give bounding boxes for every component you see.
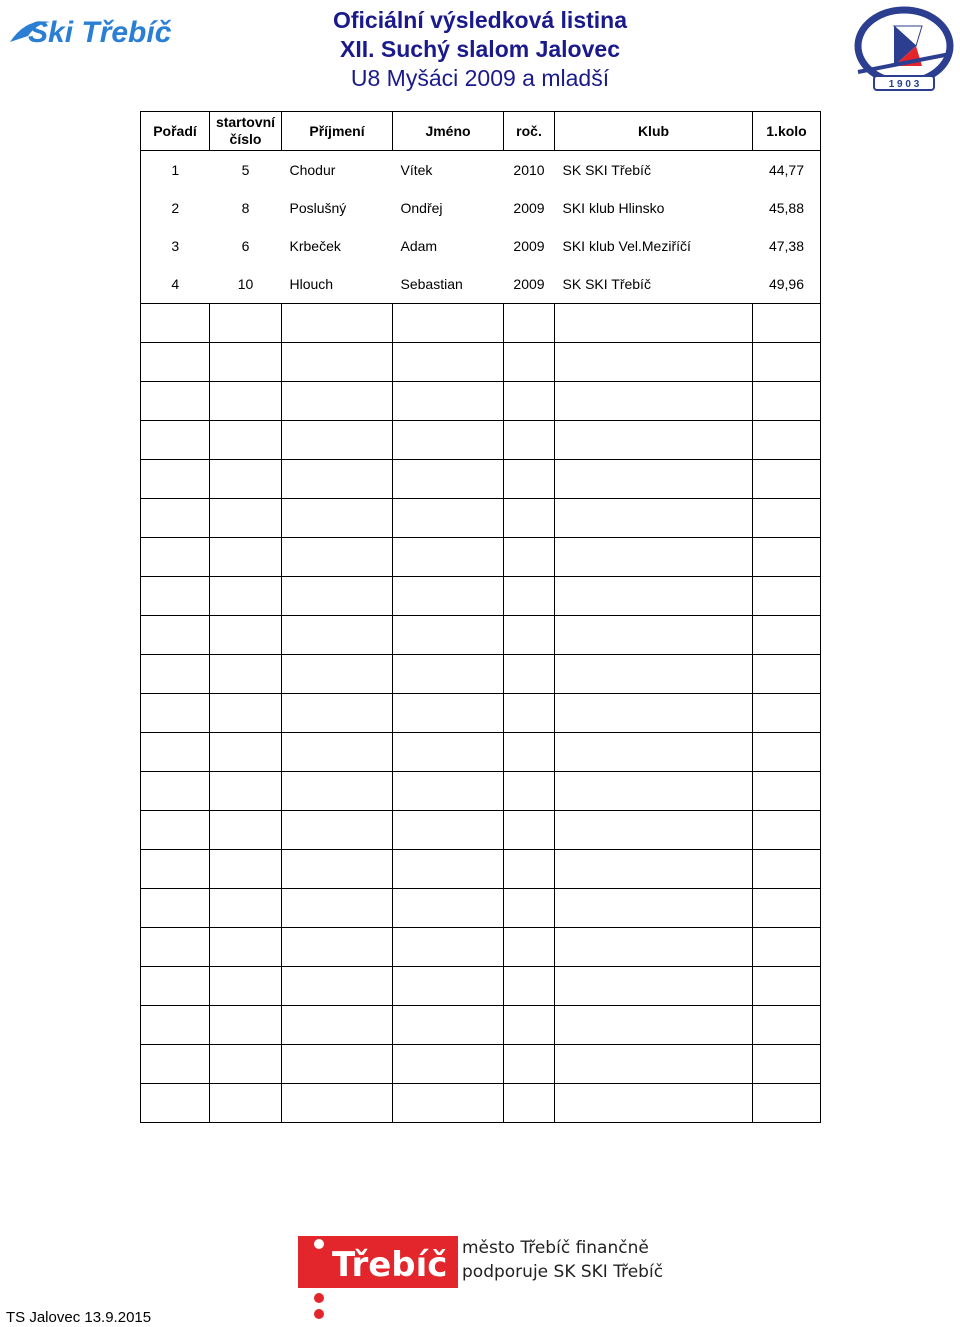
col-header-rank: Pořadí	[141, 112, 210, 151]
empty-cell	[282, 967, 393, 1006]
empty-cell	[504, 499, 555, 538]
empty-cell	[753, 967, 821, 1006]
empty-cell	[393, 499, 504, 538]
empty-cell	[753, 811, 821, 850]
empty-cell	[504, 772, 555, 811]
table-row-empty	[141, 1006, 821, 1045]
cell-run1: 45,88	[753, 189, 821, 227]
empty-cell	[282, 616, 393, 655]
empty-cell	[282, 421, 393, 460]
empty-cell	[753, 616, 821, 655]
empty-cell	[141, 850, 210, 889]
empty-cell	[210, 460, 282, 499]
empty-cell	[504, 694, 555, 733]
empty-cell	[555, 811, 753, 850]
sponsor-line2: podporuje SK SKI Třebíč	[462, 1262, 664, 1282]
empty-cell	[555, 733, 753, 772]
empty-cell	[753, 733, 821, 772]
cell-club: SK SKI Třebíč	[562, 276, 651, 292]
page-title: Oficiální výsledková listina	[332, 7, 627, 33]
empty-cell	[282, 1084, 393, 1123]
empty-cell	[210, 616, 282, 655]
empty-cell	[555, 694, 753, 733]
empty-cell	[393, 772, 504, 811]
table-row-empty	[141, 967, 821, 1006]
empty-cell	[504, 304, 555, 343]
emblem-year: 1 9 0 3	[888, 79, 920, 90]
empty-cell	[393, 733, 504, 772]
empty-cell	[282, 460, 393, 499]
empty-cell	[393, 694, 504, 733]
empty-cell	[282, 655, 393, 694]
empty-cell	[393, 1045, 504, 1084]
empty-cell	[393, 382, 504, 421]
empty-cell	[282, 1045, 393, 1084]
empty-cell	[210, 928, 282, 967]
empty-cell	[393, 928, 504, 967]
empty-cell	[555, 343, 753, 382]
empty-cell	[141, 382, 210, 421]
empty-cell	[210, 694, 282, 733]
empty-cell	[210, 1006, 282, 1045]
slcr-emblem-logo	[854, 6, 954, 92]
cell-year: 2009	[513, 200, 545, 216]
empty-cell	[282, 928, 393, 967]
empty-cell	[504, 1006, 555, 1045]
table-row-empty	[141, 499, 821, 538]
table-row-empty	[141, 772, 821, 811]
cell-year: 2010	[513, 162, 545, 178]
table-row-empty	[141, 889, 821, 928]
empty-cell	[210, 1045, 282, 1084]
cell-club: SKI klub Hlinsko	[562, 200, 665, 216]
empty-cell	[210, 1084, 282, 1123]
empty-cell	[210, 499, 282, 538]
empty-cell	[555, 1006, 753, 1045]
empty-cell	[141, 694, 210, 733]
col-header-club: Klub	[555, 112, 753, 151]
empty-cell	[141, 616, 210, 655]
cell-name: Sebastian	[400, 276, 463, 292]
empty-cell	[141, 928, 210, 967]
empty-cell	[504, 733, 555, 772]
empty-cell	[753, 499, 821, 538]
empty-cell	[141, 811, 210, 850]
empty-cell	[210, 967, 282, 1006]
empty-cell	[393, 421, 504, 460]
empty-cell	[210, 577, 282, 616]
empty-cell	[141, 460, 210, 499]
empty-cell	[504, 889, 555, 928]
empty-cell	[555, 928, 753, 967]
empty-cell	[555, 655, 753, 694]
empty-cell	[504, 343, 555, 382]
empty-cell	[282, 1006, 393, 1045]
empty-cell	[504, 538, 555, 577]
empty-cell	[555, 382, 753, 421]
table-row	[141, 265, 821, 304]
empty-cell	[555, 1045, 753, 1084]
table-row-empty	[141, 928, 821, 967]
empty-cell	[141, 772, 210, 811]
table-row-empty	[141, 1084, 821, 1123]
empty-cell	[555, 1084, 753, 1123]
cell-bib: 8	[241, 200, 250, 216]
empty-cell	[504, 1084, 555, 1123]
empty-cell	[141, 889, 210, 928]
empty-cell	[393, 577, 504, 616]
empty-cell	[282, 811, 393, 850]
table-row	[141, 189, 821, 227]
empty-cell	[141, 1084, 210, 1123]
table-row-empty	[141, 577, 821, 616]
empty-cell	[282, 499, 393, 538]
table-row-empty	[141, 733, 821, 772]
cell-surname: Poslušný	[289, 200, 347, 216]
empty-cell	[555, 616, 753, 655]
sponsor-line1: město Třebíč finančně	[462, 1238, 649, 1258]
col-header-bib-line2: číslo	[229, 131, 262, 147]
cell-run1: 44,77	[753, 151, 821, 190]
empty-cell	[393, 460, 504, 499]
empty-cell	[393, 1006, 504, 1045]
sponsor-message	[462, 1236, 663, 1284]
footer-text: TS Jalovec 13.9.2015	[6, 1309, 152, 1326]
empty-cell	[753, 1084, 821, 1123]
empty-cell	[141, 967, 210, 1006]
empty-cell	[141, 538, 210, 577]
cell-run1: 47,38	[753, 227, 821, 265]
table-row	[141, 227, 821, 265]
empty-cell	[504, 928, 555, 967]
table-row-empty	[141, 538, 821, 577]
empty-cell	[393, 538, 504, 577]
empty-cell	[282, 577, 393, 616]
empty-cell	[210, 655, 282, 694]
empty-cell	[555, 967, 753, 1006]
empty-cell	[282, 343, 393, 382]
empty-cell	[753, 382, 821, 421]
empty-cell	[282, 694, 393, 733]
empty-cell	[504, 967, 555, 1006]
header-titles	[250, 6, 710, 93]
table-header-row	[141, 112, 821, 151]
cell-bib: 6	[241, 238, 250, 254]
table-row-empty	[141, 616, 821, 655]
results-table	[140, 111, 821, 1123]
empty-cell	[282, 889, 393, 928]
category-title: U8 Myšáci 2009 a mladší	[350, 65, 610, 91]
empty-cell	[393, 850, 504, 889]
cell-name: Adam	[400, 238, 438, 254]
table-row-empty	[141, 304, 821, 343]
empty-cell	[393, 967, 504, 1006]
cell-rank: 2	[141, 189, 210, 227]
cell-bib: 10	[237, 276, 254, 292]
ski-trebic-logo	[6, 8, 172, 52]
empty-cell	[282, 538, 393, 577]
empty-cell	[753, 889, 821, 928]
cell-run1: 49,96	[753, 265, 821, 304]
empty-cell	[753, 928, 821, 967]
empty-cell	[210, 304, 282, 343]
col-header-bib	[210, 112, 282, 151]
empty-cell	[141, 421, 210, 460]
logo-left-text: Ski Třebíč	[28, 16, 172, 49]
empty-cell	[210, 343, 282, 382]
empty-cell	[282, 733, 393, 772]
sponsor-logo-text: Třebíč	[332, 1245, 448, 1285]
empty-cell	[753, 1006, 821, 1045]
cell-surname: Chodur	[289, 162, 336, 178]
empty-cell	[753, 772, 821, 811]
empty-cell	[141, 1045, 210, 1084]
empty-cell	[393, 616, 504, 655]
empty-cell	[393, 304, 504, 343]
cell-surname: Krbeček	[289, 238, 341, 254]
empty-cell	[282, 850, 393, 889]
col-header-bib-line1: startovní	[215, 114, 276, 130]
empty-cell	[504, 811, 555, 850]
table-row-empty	[141, 382, 821, 421]
empty-cell	[504, 616, 555, 655]
table-row-empty	[141, 1045, 821, 1084]
empty-cell	[555, 772, 753, 811]
empty-cell	[555, 499, 753, 538]
cell-bib: 5	[241, 162, 250, 178]
empty-cell	[282, 772, 393, 811]
empty-cell	[753, 694, 821, 733]
empty-cell	[753, 538, 821, 577]
empty-cell	[555, 889, 753, 928]
empty-cell	[393, 811, 504, 850]
cell-name: Ondřej	[400, 200, 443, 216]
empty-cell	[504, 850, 555, 889]
empty-cell	[753, 655, 821, 694]
cell-club: SKI klub Vel.Meziříčí	[562, 238, 691, 254]
empty-cell	[141, 343, 210, 382]
empty-cell	[210, 811, 282, 850]
cell-surname: Hlouch	[289, 276, 334, 292]
col-header-year: roč.	[504, 112, 555, 151]
cell-rank: 3	[141, 227, 210, 265]
empty-cell	[555, 850, 753, 889]
empty-cell	[210, 421, 282, 460]
empty-cell	[393, 343, 504, 382]
table-row-empty	[141, 694, 821, 733]
col-header-run1: 1.kolo	[753, 112, 821, 151]
empty-cell	[210, 889, 282, 928]
empty-cell	[210, 850, 282, 889]
empty-cell	[555, 577, 753, 616]
empty-cell	[210, 772, 282, 811]
empty-cell	[504, 1045, 555, 1084]
cell-club: SK SKI Třebíč	[562, 162, 651, 178]
empty-cell	[753, 850, 821, 889]
col-header-name: Jméno	[393, 112, 504, 151]
empty-cell	[504, 655, 555, 694]
table-row-empty	[141, 811, 821, 850]
cell-rank: 1	[141, 151, 210, 190]
empty-cell	[555, 538, 753, 577]
empty-cell	[393, 655, 504, 694]
empty-cell	[504, 421, 555, 460]
empty-cell	[141, 304, 210, 343]
empty-cell	[555, 304, 753, 343]
cell-rank: 4	[141, 265, 210, 304]
empty-cell	[141, 733, 210, 772]
empty-cell	[141, 577, 210, 616]
empty-cell	[393, 1084, 504, 1123]
table-row-empty	[141, 421, 821, 460]
empty-cell	[753, 421, 821, 460]
table-row-empty	[141, 850, 821, 889]
event-title: XII. Suchý slalom Jalovec	[340, 36, 620, 62]
empty-cell	[141, 655, 210, 694]
empty-cell	[753, 343, 821, 382]
empty-cell	[210, 733, 282, 772]
empty-cell	[210, 382, 282, 421]
empty-cell	[141, 1006, 210, 1045]
cell-name: Vítek	[400, 162, 433, 178]
empty-cell	[753, 577, 821, 616]
empty-cell	[282, 304, 393, 343]
empty-cell	[393, 889, 504, 928]
empty-cell	[555, 460, 753, 499]
empty-cell	[555, 421, 753, 460]
empty-cell	[210, 538, 282, 577]
cell-year: 2009	[513, 238, 545, 254]
empty-cell	[753, 304, 821, 343]
empty-cell	[504, 460, 555, 499]
empty-cell	[141, 499, 210, 538]
empty-cell	[282, 382, 393, 421]
table-row-empty	[141, 460, 821, 499]
col-header-surname: Příjmení	[282, 112, 393, 151]
table-row-empty	[141, 655, 821, 694]
empty-cell	[753, 1045, 821, 1084]
empty-cell	[753, 460, 821, 499]
table-row-empty	[141, 343, 821, 382]
table-row	[141, 151, 821, 190]
empty-cell	[504, 382, 555, 421]
cell-year: 2009	[513, 276, 545, 292]
empty-cell	[504, 577, 555, 616]
